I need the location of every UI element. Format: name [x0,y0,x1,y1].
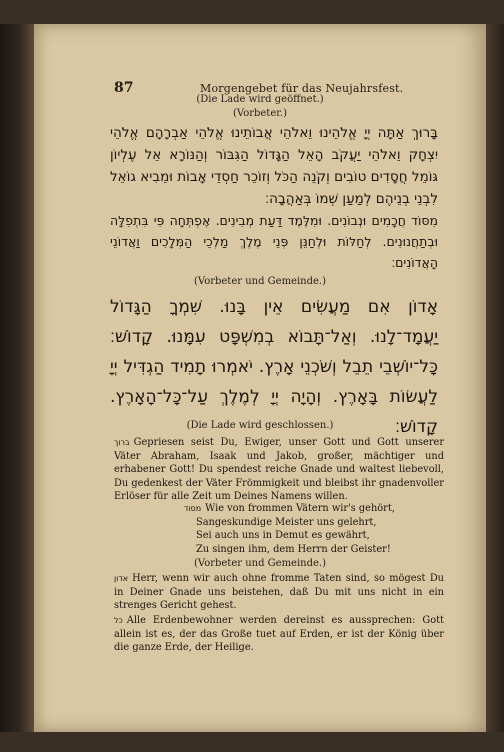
verse-line-1: Wie von frommen Vätern wir's gehört, [205,503,395,514]
hebrew-block-1 [110,122,438,210]
verse-line-4: Zu singen ihm, dem Herrn der Geister! [196,543,391,555]
german-text-3: Alle Erdenbewohner werden dereinst es aussprechen: Gott allein ist es, der das Große tuet auf Erden, er ist der König über die ganze Erde, der Heilige. [114,615,444,654]
rubric-cantor-congregation-1: (Vorbeter und Gemeinde.) [193,276,327,287]
rubric-ark-opened: (Die Lade wird geöffnet.) [196,94,324,105]
rubric-cantor-congregation-2: (Vorbeter und Gemeinde.) [193,558,327,569]
margin-cue-verse: מסוד [184,504,202,513]
verse-line-3: Sei auch uns in Demut es gewährt, [196,530,370,542]
german-verse [184,502,464,556]
rubric-cantor: (Vorbeter.) [232,108,288,119]
margin-cue-2: אדון [114,574,129,583]
german-paragraph-1 [114,436,444,504]
german-paragraph-2 [114,572,444,613]
margin-cue-3: כל [114,616,123,625]
page-edge [486,24,504,732]
german-paragraph-3 [114,614,444,655]
running-title: Morgengebet für das Neujahrsfest. [200,82,404,95]
page-number: 87 [114,80,134,96]
hebrew-block-2 [110,210,438,273]
book-binding [0,24,34,732]
german-text-1: Gepriesen seist Du, Ewiger, unser Gott und Gott unserer Väter Abraham, Isaak und Jakob, großer, mächtiger und erhabener Gott! Du spendest reiche Gnade und waltest liebevoll, Du gedenkest der Väter Frömmigkeit und bleibst ihr gnadenvoller Erlöser für alle Zeit um Deines Namens willen. [114,437,444,503]
hebrew-text-1: בָּרוּךְ אַתָּה יְיָ אֱלֹהֵינוּ וֵאלֹהֵי אֲבוֹתֵינוּ אֱלֹהֵי אַבְרָהָם אֱלֹהֵי יִצְחָק וֵאלֹהֵי יַעֲקֹב הָאֵל הַגָּדוֹל הַגִּבּוֹר וְהַנּוֹרָא אֵל עֶלְיוֹן גּוֹמֵל חֲסָדִים טוֹבִים וְקֹנֵה הַכֹּל וְזוֹכֵר חַסְדֵי אָבוֹת וּמֵבִיא גוֹאֵל לִבְנֵי בְנֵיהֶם לְמַעַן שְׁמוֹ בְּאַהֲבָה׃ [110,125,438,207]
hebrew-text-3: אָדוֹן אִם מַעֲשִׂים אֵין בָּנוּ. שִׁמְךָ הַגָּדוֹל יַעֲמָד־לָנוּ. וְאַל־תָּבוֹא בְמִשְׁפָּט עִמָּנוּ. קָדוֹשׁ׃ כָּל־יוֹשְׁבֵי תֵבֵל וְשֹׁכְנֵי אָרֶץ. יֹאמְרוּ תָמִיד הַגְדִּיל יְיָ לַעֲשׂוֹת בָּאָרֶץ. וְהָיָה יְיָ לְמֶלֶךְ עַל־כָּל־הָאָרֶץ. קָדוֹשׁ׃ [110,297,438,437]
book-page [34,24,486,732]
german-text-2: Herr, wenn wir auch ohne fromme Taten sind, so mögest Du in Deiner Gnade uns beistehen, daß Du mit uns nicht in ein strenges Gericht gehest. [114,573,444,612]
verse-line-2: Sangeskundige Meister uns gelehrt, [196,516,377,528]
rubric-ark-closed: (Die Lade wird geschlossen.) [186,420,334,431]
hebrew-text-2: מִסּוֹד חֲכָמִים וּנְבוֹנִים. וּמִלֶּמֶד דַּעַת מְבִינִים. אֶפְתְּחָה פִּי בִּתְפִלָּה וּבְתַחֲנוּנִים. לְחַלּוֹת וּלְחַנֵּן פְּנֵי מֶלֶךְ מַלְכֵי הַמְּלָכִים וַאֲדוֹנֵי הָאֲדוֹנִים׃ [110,213,438,270]
margin-cue-1: ברוך [114,438,130,447]
